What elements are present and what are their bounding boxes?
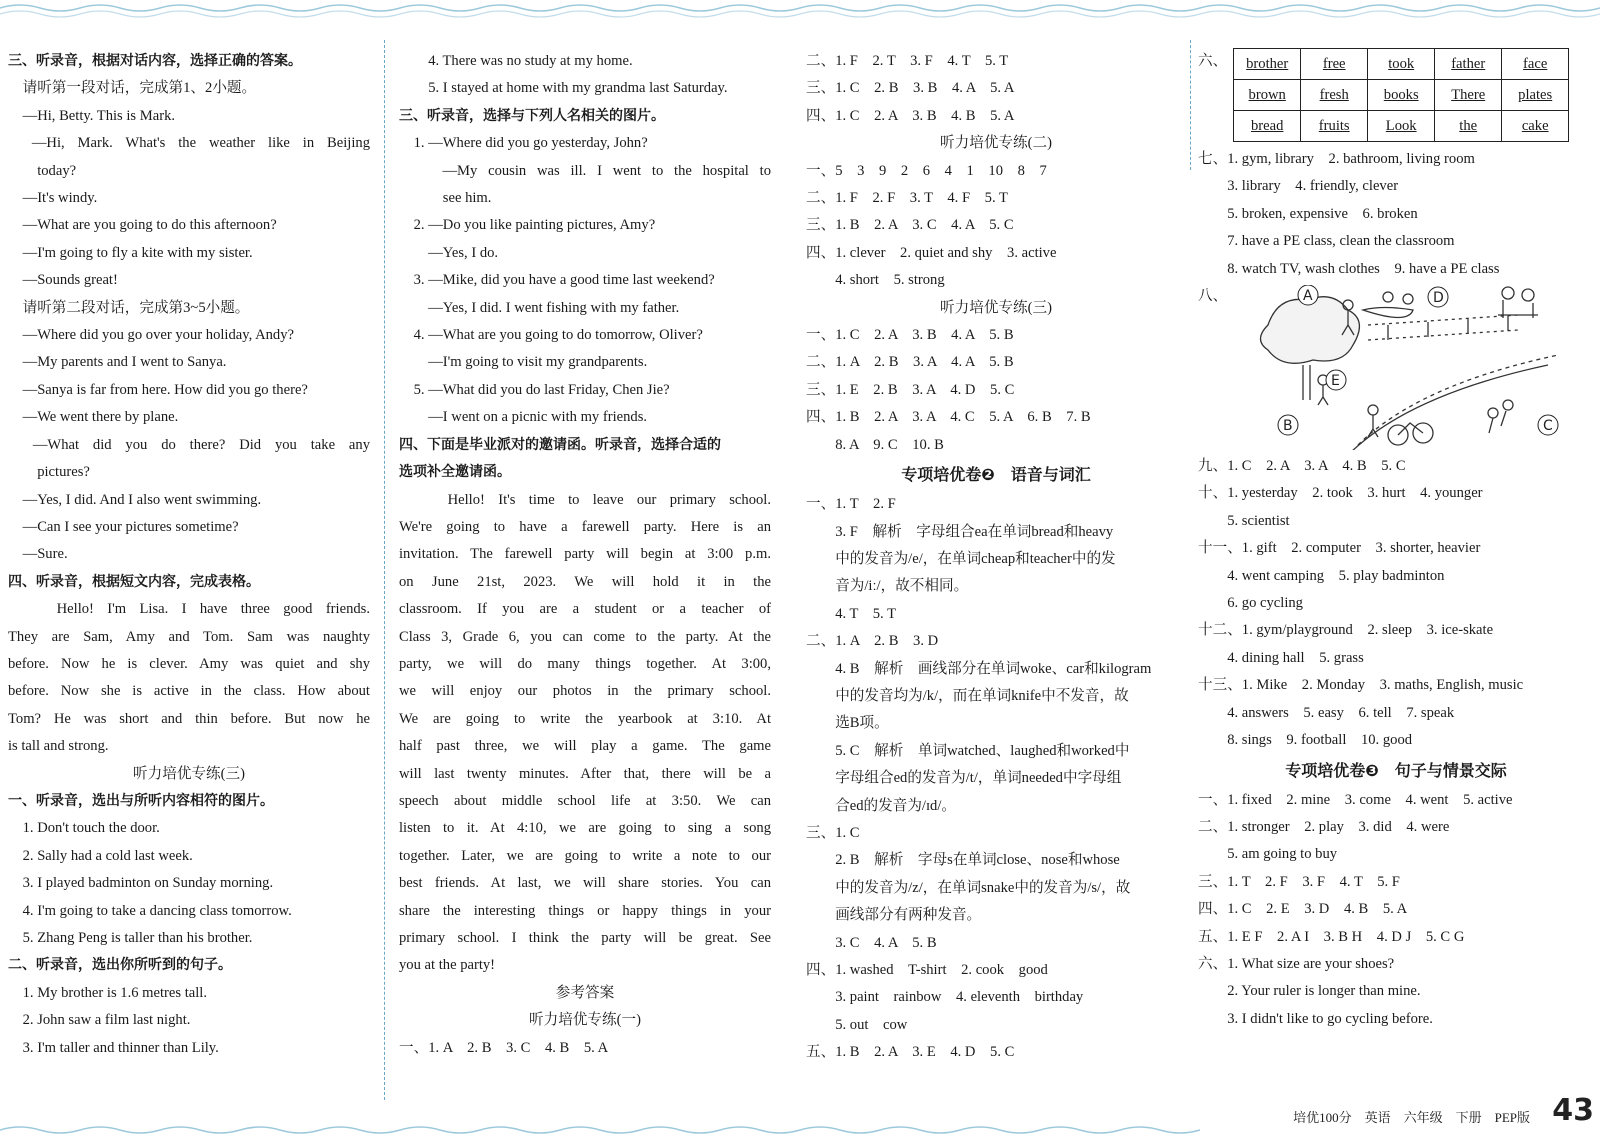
text-line: you at the party! — [399, 957, 496, 974]
text-line: 九、1. C 2. A 3. A 4. B 5. C — [1198, 458, 1406, 475]
text-line: 6. go cycling — [1198, 595, 1303, 612]
word-text: fresh — [1319, 87, 1349, 103]
text-line: 画线部分有两种发音。 — [806, 907, 982, 924]
text-line: 四、1. clever 2. quiet and shy 3. active — [806, 244, 1057, 261]
word-cell — [1301, 49, 1368, 80]
picture-block — [1198, 283, 1594, 453]
text-line: 中的发音均为/k/，而在单词knife中不发音，故 — [806, 687, 1129, 704]
word-table-block — [1198, 48, 1594, 142]
text-line: —Can I see your pictures sometime? — [8, 518, 239, 535]
word-text: cake — [1521, 118, 1549, 134]
answers-9-onward — [1198, 453, 1594, 1033]
text-line: 4. —What are you going to do tomorrow, Oliver? — [399, 327, 703, 344]
text-line: 三、1. B 2. A 3. C 4. A 5. C — [806, 217, 1014, 234]
text-line: 3. paint rainbow 4. eleventh birthday — [806, 989, 1084, 1006]
text-line: 5. am going to buy — [1198, 846, 1338, 863]
text-line: pictures? — [8, 464, 90, 481]
text-line: 字母组合ed的发音为/t/，单词needed中字母组 — [806, 770, 1122, 787]
text-line: together. Later, we are going to write a note to our — [399, 847, 771, 864]
text-line: —I'm going to fly a kite with my sister. — [8, 244, 253, 261]
text-line: share the interesting things or happy things in your — [399, 902, 771, 919]
text-line: 七、1. gym, library 2. bathroom, living room — [1198, 151, 1475, 167]
text-line: see him. — [399, 190, 492, 207]
park-illustration — [1248, 285, 1568, 450]
question-heading: 四、下面是毕业派对的邀请函。听录音，选择合适的 — [399, 436, 721, 453]
text-line: 3. —Mike, did you have a good time last weekend? — [399, 272, 715, 289]
text-line: 3. C 4. A 5. B — [806, 934, 937, 951]
text-line: classroom. If you are a student or a teacher of — [399, 601, 771, 618]
word-cell — [1502, 49, 1569, 80]
text-line: 8. A 9. C 10. B — [806, 436, 944, 453]
text-line: —My parents and I went to Sanya. — [8, 354, 227, 371]
text-line: on June 21st, 2023. We will hold it in the — [399, 573, 771, 590]
text-line: They are Sam, Amy and Tom. Sam was naughty — [8, 628, 370, 645]
word-cell — [1234, 111, 1301, 142]
word-text: father — [1451, 56, 1486, 72]
word-text: free — [1322, 56, 1346, 72]
text-line: 4. went camping 5. play badminton — [1198, 567, 1445, 584]
word-text: books — [1383, 87, 1419, 103]
word-cell — [1301, 80, 1368, 111]
subsection-title: 参考答案 — [555, 984, 615, 1001]
text-line: half past three, we will play a game. The game — [399, 738, 771, 755]
question-heading: 三、听录音，根据对话内容，选择正确的答案。 — [8, 53, 302, 69]
text-line: —Yes, I did. And I also went swimming. — [8, 491, 262, 508]
word-text: bread — [1250, 118, 1284, 134]
text-line: 8. sings 9. football 10. good — [1198, 732, 1413, 749]
word-text: fruits — [1318, 118, 1350, 134]
picture-letter: D — [1433, 290, 1444, 307]
picture-letter: E — [1331, 373, 1340, 390]
text-line: 五、1. E F 2. A I 3. B H 4. D J 5. C G — [1198, 928, 1465, 945]
word-cell — [1435, 49, 1502, 80]
word-cell — [1234, 49, 1301, 80]
text-line: 三、1. C 2. B 3. B 4. A 5. A — [806, 80, 1015, 97]
text-line: —Sure. — [8, 546, 68, 563]
text-line: 5. Zhang Peng is taller than his brother. — [8, 930, 253, 946]
text-line: 8. watch TV, wash clothes 9. have a PE class — [1198, 260, 1500, 277]
text-line: 5. broken, expensive 6. broken — [1198, 205, 1418, 222]
text-line: 7. have a PE class, clean the classroom — [1198, 233, 1455, 250]
word-cell — [1435, 80, 1502, 111]
text-line: —Yes, I do. — [399, 244, 499, 261]
text-line: We're going to have a farewell party. Here is an — [399, 518, 771, 535]
text-line: 十、1. yesterday 2. took 3. hurt 4. younger — [1198, 485, 1483, 502]
text-line: is tall and strong. — [8, 738, 109, 755]
text-line: 4. There was no study at my home. — [399, 53, 633, 69]
text-line: before. Now he is clever. Amy was quiet and shy — [8, 655, 370, 672]
text-line: 四、1. C 2. E 3. D 4. B 5. A — [1198, 901, 1408, 918]
text-line: 1. —Where did you go yesterday, John? — [399, 135, 648, 152]
answers-7 — [1198, 146, 1594, 283]
text-line: listen to it. At 4:10, we are going to sing a song — [399, 820, 771, 837]
footer-text: 培优100分 英语 六年级 下册 PEP版 — [1293, 1110, 1530, 1125]
word-text: the — [1459, 118, 1478, 134]
text-line: 三、1. C — [806, 824, 860, 841]
text-line: 三、1. T 2. F 3. F 4. T 5. F — [1198, 873, 1400, 890]
question-heading: 选项补全邀请函。 — [399, 464, 511, 481]
text-line: 5. I stayed at home with my grandma last Saturday. — [399, 80, 728, 97]
word-text: There — [1451, 87, 1486, 103]
text-line: 一、1. fixed 2. mine 3. come 4. went 5. active — [1198, 791, 1513, 808]
column-divider — [384, 40, 385, 1100]
word-cell — [1502, 111, 1569, 142]
subsection-title: 听力培优专练(三) — [940, 299, 1052, 316]
word-cell — [1234, 80, 1301, 111]
text-line: party, we will do many things together. At 3:00, — [399, 655, 771, 672]
word-cell — [1368, 80, 1435, 111]
column-divider — [1190, 40, 1191, 170]
text-line: 2. Your ruler is longer than mine. — [1198, 983, 1421, 1000]
text-line: 5. —What did you do last Friday, Chen Jie? — [399, 381, 670, 398]
word-table — [1233, 48, 1569, 142]
text-line: —What are you going to do this afternoon? — [8, 217, 277, 234]
text-line: 音为/iː/，故不相同。 — [806, 578, 969, 595]
word-cell — [1368, 111, 1435, 142]
text-line: 4. answers 5. easy 6. tell 7. speak — [1198, 704, 1455, 721]
text-line: 一、1. C 2. A 3. B 4. A 5. B — [806, 327, 1014, 344]
text-line: —We went there by plane. — [8, 409, 179, 426]
text-line: —It's windy. — [8, 190, 98, 207]
text-line: invitation. The farewell party will begin at 3:00 p.m. — [399, 546, 771, 563]
section-title: 专项培优卷❷ 语音与词汇 — [901, 465, 1091, 485]
word-table-row — [1234, 49, 1569, 80]
text-line: 十二、1. gym/playground 2. sleep 3. ice-skate — [1198, 622, 1494, 639]
question-label: 八、 — [1198, 288, 1228, 305]
word-table-row — [1234, 111, 1569, 142]
text-line: —Where did you go over your holiday, Andy? — [8, 327, 295, 344]
text-line: 中的发音为/z/，在单词snake中的发音为/s/，故 — [806, 879, 1131, 896]
question-label: 六、 — [1198, 53, 1228, 69]
text-line: 五、1. B 2. A 3. E 4. D 5. C — [806, 1044, 1015, 1061]
text-line: 4. I'm going to take a dancing class tomorrow. — [8, 902, 292, 919]
text-line: —Hi, Betty. This is Mark. — [8, 107, 176, 124]
text-line: 5. out cow — [806, 1016, 908, 1033]
text-line: before. Now she is active in the class. How about — [8, 683, 370, 700]
text-line: 四、1. C 2. A 3. B 4. B 5. A — [806, 107, 1015, 124]
text-line: speech about middle school life at 3:50. We can — [399, 792, 771, 809]
text-line: 1. Don't touch the door. — [8, 820, 160, 837]
text-line: 二、1. stronger 2. play 3. did 4. were — [1198, 818, 1450, 835]
text-line: 三、1. E 2. B 3. A 4. D 5. C — [806, 381, 1015, 398]
word-text: took — [1388, 56, 1415, 72]
text-line: 一、1. T 2. F — [806, 496, 896, 513]
text-line: 一、1. A 2. B 3. C 4. B 5. A — [399, 1039, 609, 1056]
text-line: —Sounds great! — [8, 272, 118, 289]
text-line: 二、1. F 2. T 3. F 4. T 5. T — [806, 53, 1009, 69]
text-line: —What did you do there? Did you take any — [8, 436, 370, 453]
text-line: Tom? He was short and thin before. But now he — [8, 710, 370, 727]
word-cell — [1435, 111, 1502, 142]
text-line: 选B项。 — [806, 715, 889, 732]
question-heading: 三、听录音，选择与下列人名相关的图片。 — [399, 107, 665, 124]
text-line: 中的发音为/e/，在单词cheap和teacher中的发 — [806, 550, 1116, 567]
text-line: 一、5 3 9 2 6 4 1 10 8 7 — [806, 162, 1047, 179]
word-text: brother — [1246, 56, 1289, 72]
text-line: 3. F 解析 字母组合ea在单词bread和heavy — [806, 523, 1114, 540]
text-line: 四、1. B 2. A 3. A 4. C 5. A 6. B 7. B — [806, 409, 1091, 426]
section-title: 专项培优卷❸ 句子与情景交际 — [1285, 760, 1507, 780]
footer — [1293, 1107, 1530, 1126]
text-line: 4. short 5. strong — [806, 272, 945, 289]
text-line: Hello! It's time to leave our primary school. — [399, 491, 771, 508]
word-text: face — [1523, 56, 1548, 72]
text-line: —Yes, I did. I went fishing with my father. — [399, 299, 680, 316]
text-line: 十一、1. gift 2. computer 3. shorter, heavier — [1198, 540, 1481, 557]
subsection-title: 听力培优专练(二) — [940, 135, 1052, 152]
text-line: 六、1. What size are your shoes? — [1198, 955, 1395, 972]
text-line: 二、1. A 2. B 3. D — [806, 633, 939, 650]
column-4 — [1198, 48, 1594, 1033]
text-line: 4. B 解析 画线部分在单词woke、car和kilogram — [806, 660, 1152, 677]
text-line: 请听第一段对话，完成第1、2小题。 — [8, 80, 257, 97]
text-line: 2. B 解析 字母s在单词close、nose和whose — [806, 852, 1120, 869]
text-line: 3. library 4. friendly, clever — [1198, 178, 1399, 195]
text-line: 4. T 5. T — [806, 605, 897, 622]
text-line: 2. —Do you like painting pictures, Amy? — [399, 217, 656, 234]
word-text: brown — [1248, 87, 1286, 103]
text-line: today? — [8, 162, 77, 179]
text-line: 2. John saw a film last night. — [8, 1012, 191, 1029]
text-line: 十三、1. Mike 2. Monday 3. maths, English, music — [1198, 677, 1524, 694]
text-line: 四、1. washed T-shirt 2. cook good — [806, 962, 1048, 978]
text-line: 合ed的发音为/ɪd/。 — [806, 797, 956, 814]
top-wave-border — [0, 0, 1600, 22]
question-heading: 一、听录音，选出与所听内容相符的图片。 — [8, 792, 274, 809]
text-line: —Hi, Mark. What's the weather like in Beijing — [8, 135, 370, 152]
subsection-title: 听力培优专练(三) — [133, 765, 245, 782]
text-line: —My cousin was ill. I went to the hospital to — [399, 162, 771, 179]
text-line: 5. C 解析 单词watched、laughed和worked中 — [806, 742, 1130, 759]
text-line: primary school. I think the party will be great. See — [399, 930, 771, 946]
question-heading: 四、听录音，根据短文内容，完成表格。 — [8, 573, 260, 590]
text-line: will last twenty minutes. After that, there will be a — [399, 765, 771, 782]
text-line: 二、1. F 2. F 3. T 4. F 5. T — [806, 190, 1008, 207]
text-line: we will enjoy our photos in the primary school. — [399, 683, 771, 700]
text-line: —Sanya is far from here. How did you go there? — [8, 381, 308, 398]
page-number: 43 — [1552, 1093, 1594, 1128]
word-cell — [1368, 49, 1435, 80]
picture-letter: A — [1303, 288, 1313, 305]
text-line: 3. I'm taller and thinner than Lily. — [8, 1039, 219, 1056]
picture-letter: B — [1283, 418, 1293, 435]
column-2 — [399, 48, 771, 1062]
word-table-row — [1234, 80, 1569, 111]
text-line: 5. scientist — [1198, 512, 1290, 529]
word-text: Look — [1385, 118, 1417, 134]
text-line: 二、1. A 2. B 3. A 4. A 5. B — [806, 354, 1014, 371]
text-line: We are going to write the yearbook at 3:10. At — [399, 710, 771, 727]
word-cell — [1301, 111, 1368, 142]
picture-letter: C — [1543, 418, 1553, 435]
text-line: —I went on a picnic with my friends. — [399, 409, 648, 426]
text-line: 2. Sally had a cold last week. — [8, 847, 193, 864]
text-line: 3. I didn't like to go cycling before. — [1198, 1010, 1433, 1027]
text-line: 4. dining hall 5. grass — [1198, 649, 1364, 666]
word-cell — [1502, 80, 1569, 111]
text-line: 请听第二段对话，完成第3~5小题。 — [8, 299, 250, 316]
text-line: —I'm going to visit my grandparents. — [399, 354, 648, 371]
text-line: 1. My brother is 1.6 metres tall. — [8, 984, 208, 1001]
text-line: best friends. At last, we will share stories. You can — [399, 875, 771, 892]
column-3 — [806, 48, 1186, 1067]
subsection-title: 听力培优专练(一) — [529, 1012, 641, 1029]
word-text: plates — [1518, 87, 1553, 103]
text-line: Hello! I'm Lisa. I have three good friends. — [8, 601, 370, 618]
question-heading: 二、听录音，选出你所听到的句子。 — [8, 957, 232, 974]
text-line: 3. I played badminton on Sunday morning. — [8, 875, 274, 892]
column-1 — [8, 48, 370, 1062]
text-line: Class 3, Grade 6, you can come to the party. At the — [399, 628, 771, 645]
